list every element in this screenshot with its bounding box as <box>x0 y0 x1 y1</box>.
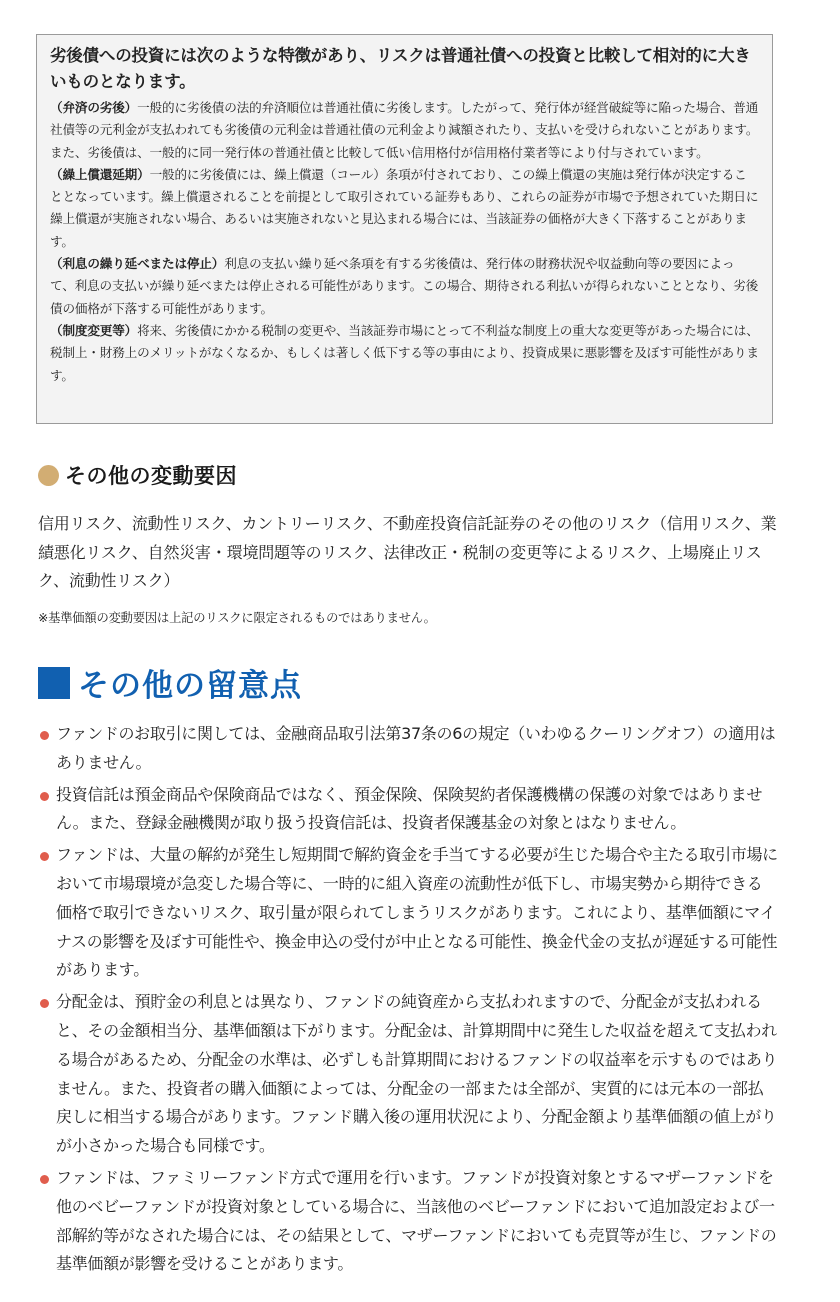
risk-item-repayment <box>50 97 759 164</box>
other-factors-note: ※基準価額の変動要因は上記のリスクに限定されるものではありません。 <box>38 611 436 625</box>
bullet-dot-icon <box>40 852 49 861</box>
risk-item-call-extension <box>50 164 759 253</box>
other-notes-heading <box>38 660 302 705</box>
risk-box-title: 劣後債への投資には次のような特徴があり、リスクは普通社債への投資と比較して相対的に大きいものとなります。 <box>50 46 751 91</box>
bullet-dot-icon <box>40 1175 49 1184</box>
risk-item-text: 将来、劣後債にかかる税制の変更や、当該証券市場にとって不利益な制度上の重大な変更等があった場合には、税制上・財務上のメリットがなくなるか、もしくは著しく低下する等の事由により、投資成果に悪影響を及ぼす可能性があります。 <box>50 322 759 383</box>
list-item-text: ファンドは、大量の解約が発生し短期間で解約資金を手当てする必要が生じた場合や主たる取引市場において市場環境が急変した場合等に、一時的に組入資産の流動性が低下し、市場実勢から期待できる価格で取引できないリスク、取引量が限られてしまうリスクがあります。これにより、基準価額にマイナスの影響を及ぼす可能性や、換金申込の受付が中止となる可能性、換金代金の支払が遅延する可能性があります。 <box>56 845 778 980</box>
risk-item-text: 一般的に劣後債には、繰上償還（コール）条項が付されており、この繰上償還の実施は発行体が決定することとなっています。繰上償還されることを前提として取引されている証券もあり、これらの証券が市場で予想されていた期日に繰上償還が実施されない場合、あるいは実施されないと見込まれる場合には、当該証券の価格が大きく下落することがあります。 <box>50 166 759 249</box>
risk-item-text: 利息の支払い繰り延べ条項を有する劣後債は、発行体の財務状況や収益動向等の要因によって、利息の支払いが繰り延べまたは停止される可能性があります。この場合、期待される利払いが得られないこととなり、劣後債の価格が下落する可能性があります。 <box>50 256 759 316</box>
risk-item-lead: （制度変更等） <box>50 322 138 338</box>
list-item <box>38 988 778 1161</box>
other-factors-heading-text: その他の変動要因 <box>65 464 237 488</box>
risk-item-text: 一般的に劣後債の法的弁済順位は普通社債に劣後します。したがって、発行体が経営破綻等に陥った場合、普通社債等の元利金が支払われても劣後債の元利金は普通社債の元利金より減額されたり、支払いを受けられないことがあります。また、劣後債は、一般的に同一発行体の普通社債と比較して低い信用格付が信用格付業者等により付与されています。 <box>50 100 759 160</box>
square-bullet-icon <box>38 667 70 699</box>
subordinated-bond-risk-box <box>36 34 773 424</box>
risk-item-interest-deferral <box>50 253 759 320</box>
list-item <box>38 1164 778 1279</box>
risk-item-lead: （利息の繰り延べまたは停止） <box>50 256 225 272</box>
other-notes-list <box>38 720 778 1282</box>
bullet-dot-icon <box>40 999 49 1008</box>
other-notes-heading-text: その他の留意点 <box>78 668 302 704</box>
other-factors-heading <box>38 460 237 490</box>
list-item-text: 分配金は、預貯金の利息とは異なり、ファンドの純資産から支払われますので、分配金が支払われると、その金額相当分、基準価額は下がります。分配金は、計算期間中に発生した収益を超えて支払われる場合があるため、分配金の水準は、必ずしも計算期間におけるファンドの収益率を示すものではありません。また、投資者の購入価額によっては、分配金の一部または全部が、実質的には元本の一部払戻しに相当する場合があります。ファンド購入後の運用状況により、分配金額より基準価額の値上がりが小さかった場合も同様です。 <box>56 992 778 1156</box>
bullet-dot-icon <box>40 731 49 740</box>
list-item-text: ファンドのお取引に関しては、金融商品取引法第37条の6の規定（いわゆるクーリングオフ）の適用はありません。 <box>56 724 776 772</box>
bullet-dot-icon <box>40 792 49 801</box>
list-item <box>38 781 778 839</box>
circle-bullet-icon <box>38 465 59 486</box>
risk-item-lead: （弁済の劣後） <box>50 100 138 115</box>
list-item-text: 投資信託は預金商品や保険商品ではなく、預金保険、保険契約者保護機構の保護の対象ではありません。また、登録金融機関が取り扱う投資信託は、投資者保護基金の対象とはなりません。 <box>56 784 763 833</box>
other-factors-body: 信用リスク、流動性リスク、カントリーリスク、不動産投資信託証券のその他のリスク（信用リスク、業績悪化リスク、自然災害・環境問題等のリスク、法律改正・税制の変更等によるリスク、上場廃止リスク、流動性リスク） <box>38 514 777 590</box>
risk-item-regulatory-change <box>50 320 759 387</box>
list-item <box>38 841 778 985</box>
list-item <box>38 720 778 778</box>
list-item-text: ファンドは、ファミリーファンド方式で運用を行います。ファンドが投資対象とするマザーファンドを他のベビーファンドが投資対象としている場合に、当該他のベビーファンドにおいて追加設定および一部解約等がなされた場合には、その結果として、マザーファンドにおいても売買等が生じ、ファンドの基準価額が影響を受けることがあります。 <box>56 1167 777 1274</box>
risk-item-lead: （繰上償還延期） <box>50 166 150 182</box>
